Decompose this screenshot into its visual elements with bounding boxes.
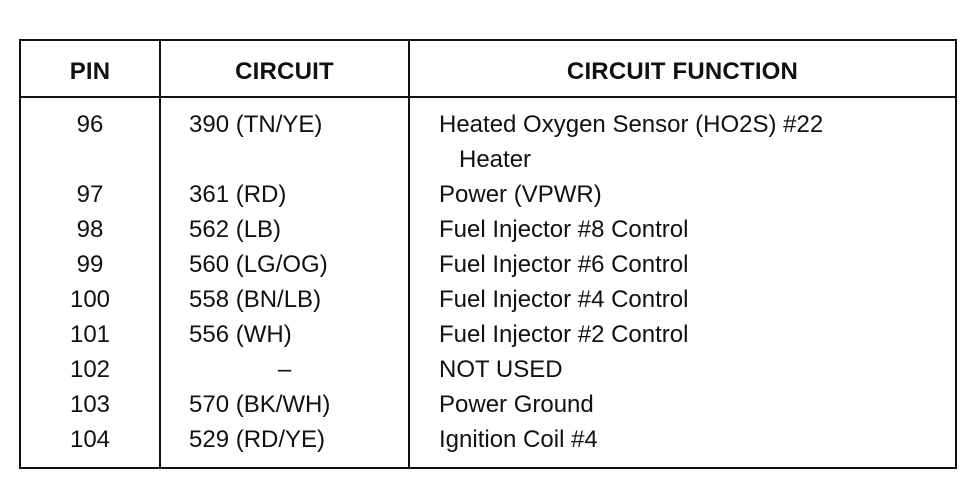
header-pin: PIN — [69, 58, 111, 85]
table-row — [21, 422, 955, 457]
function-text: Heated Oxygen Sensor (HO2S) #22 — [439, 111, 824, 138]
table-row — [21, 177, 955, 212]
header-circuit-function: CIRCUIT FUNCTION — [566, 58, 799, 85]
circuit-cell: 560 (LG/OG) — [189, 251, 328, 278]
function-cell: Fuel Injector #4 Control — [439, 286, 689, 313]
function-cell: Ignition Coil #4 — [439, 426, 598, 453]
table-row — [21, 212, 955, 247]
function-cell: Fuel Injector #8 Control — [439, 216, 689, 243]
circuit-cell: 529 (RD/YE) — [189, 426, 326, 453]
function-cell — [439, 107, 823, 177]
header-divider — [21, 96, 955, 98]
pin-cell: 97 — [76, 181, 104, 208]
pin-cell: 104 — [69, 426, 111, 453]
table-row — [21, 387, 955, 422]
table-row — [21, 247, 955, 282]
circuit-cell: 390 (TN/YE) — [189, 111, 323, 138]
circuit-cell: – — [277, 356, 292, 383]
table-row — [21, 107, 955, 177]
pin-cell: 103 — [69, 391, 111, 418]
pin-cell: 99 — [76, 251, 104, 278]
pin-cell: 102 — [69, 356, 111, 383]
pin-cell: 98 — [76, 216, 104, 243]
circuit-cell: 556 (WH) — [189, 321, 292, 348]
function-cell: Fuel Injector #6 Control — [439, 251, 689, 278]
circuit-cell: 570 (BK/WH) — [189, 391, 331, 418]
table-row — [21, 282, 955, 317]
circuit-cell: 558 (BN/LB) — [189, 286, 322, 313]
pin-table — [19, 39, 957, 469]
circuit-cell: 361 (RD) — [189, 181, 287, 208]
function-cell: Fuel Injector #2 Control — [439, 321, 689, 348]
function-text-continued: Heater — [459, 146, 532, 173]
circuit-cell: 562 (LB) — [189, 216, 282, 243]
function-cell: NOT USED — [439, 356, 563, 383]
function-cell: Power (VPWR) — [439, 181, 602, 208]
pin-cell: 100 — [69, 286, 111, 313]
pin-cell: 96 — [76, 111, 104, 138]
table-row — [21, 317, 955, 352]
header-circuit: CIRCUIT — [235, 58, 334, 85]
table-row — [21, 352, 955, 387]
function-cell: Power Ground — [439, 391, 594, 418]
pin-cell: 101 — [69, 321, 111, 348]
